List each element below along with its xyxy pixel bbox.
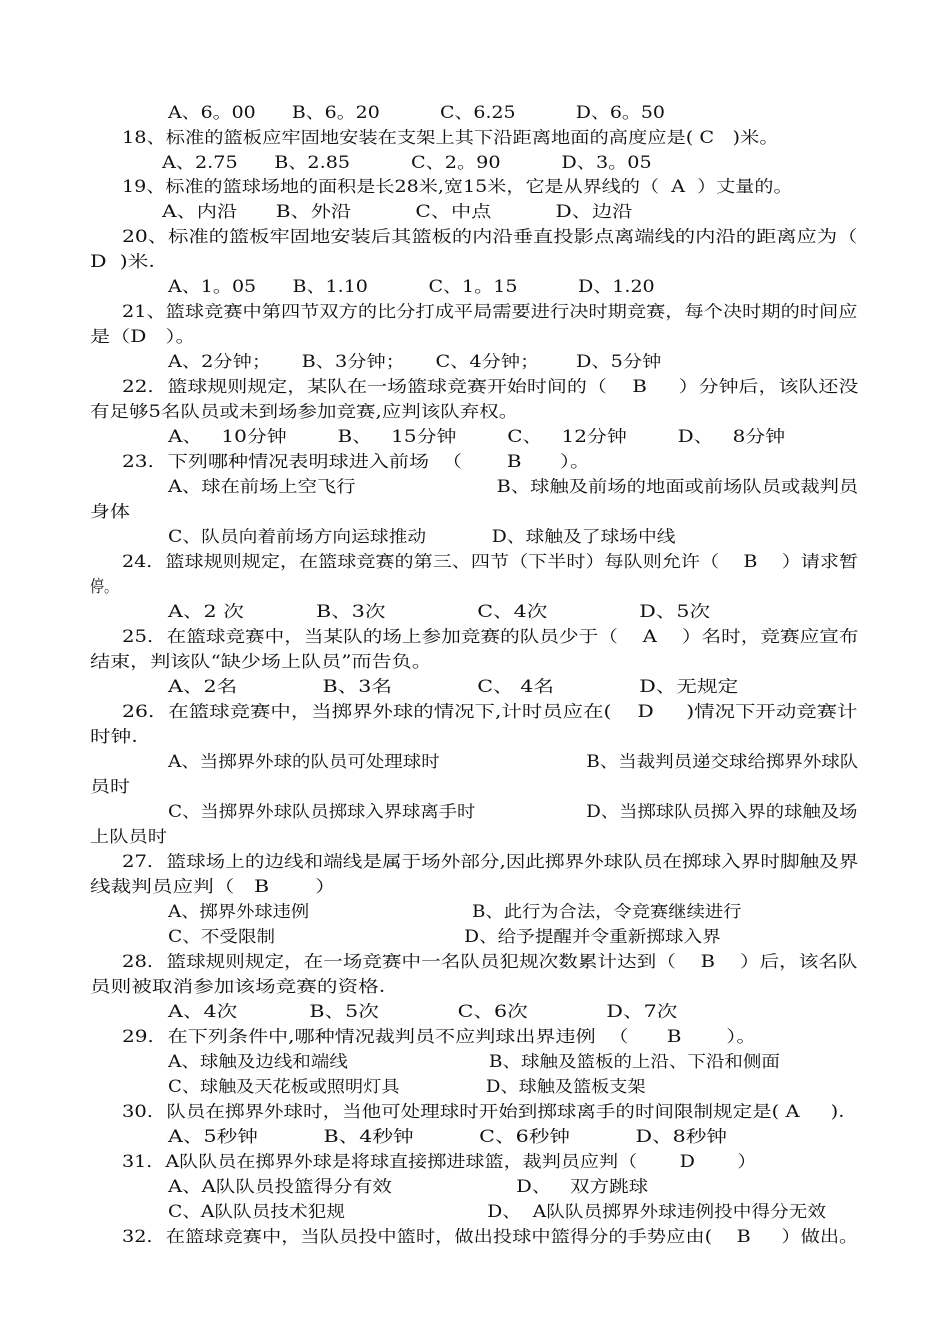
text-line-q20-stem-2: D )米.	[90, 252, 155, 271]
text-line-q23-stem: 23．下列哪种情况表明球进入前场 （ B ）。	[122, 452, 591, 471]
text-line-q24-stem-2: 停。	[90, 577, 119, 596]
text-line-q27-stem-1: 27．篮球场上的边线和端线是属于场外部分,因此掷界外球队员在掷球入界时脚触及界	[122, 852, 859, 871]
text-line-q31-options-1: A、A队队员投篮得分有效 D、 双方跳球	[168, 1177, 649, 1196]
text-line-q19-options: A、内沿 B、外沿 C、中点 D、边沿	[162, 202, 633, 221]
text-line-q21-options: A、2分钟； B、3分钟； C、4分钟； D、5分钟	[168, 352, 662, 371]
text-line-q28-options: A、4次 B、5次 C、6次 D、7次	[168, 1002, 678, 1021]
text-line-q24-stem-1: 24．篮球规则规定，在篮球竞赛的第三、四节（下半时）每队则允许（ B ）请求暂	[122, 552, 859, 571]
text-line-q26-options-2: C、当掷界外球队员掷球入界球离手时 D、当掷球队员掷入界的球触及场	[168, 802, 858, 821]
text-line-q28-stem-1: 28．篮球规则规定，在一场竞赛中一名队员犯规次数累计达到（ B ）后，该名队	[122, 952, 858, 971]
text-line-q27-stem-2: 线裁判员应判（ B ）	[90, 877, 336, 896]
text-line-q18-stem: 18、标准的篮板应牢固地安装在支架上其下沿距离地面的高度应是( C )米。	[122, 128, 779, 147]
text-line-q28-stem-2: 员则被取消参加该场竞赛的资格.	[90, 977, 386, 996]
text-line-q20-stem-1: 20、标准的篮板牢固地安装后其篮板的内沿垂直投影点离端线的内沿的距离应为（	[122, 227, 858, 246]
text-line-q27-options-2: C、不受限制 D、给予提醒并令重新掷球入界	[168, 927, 721, 946]
text-line-q29-options-2: C、球触及天花板或照明灯具 D、球触及篮板支架	[168, 1077, 646, 1096]
text-line-q22-stem-2: 有足够5名队员或未到场参加竞赛,应判该队弃权。	[90, 402, 519, 421]
text-line-q22-options: A、 10分钟 B、 15分钟 C、 12分钟 D、 8分钟	[168, 427, 786, 446]
text-line-q29-stem: 29．在下列条件中,哪种情况裁判员不应判球出界违例 （ B ）。	[122, 1027, 757, 1046]
text-line-q20-options: A、1。05 B、1.10 C、1。15 D、1.20	[168, 277, 655, 296]
text-line-q19-stem: 19、标准的篮球场地的面积是长28米,宽15米，它是从界线的（ A ）丈量的。	[122, 177, 793, 196]
text-line-q24-options: A、2 次 B、3次 C、4次 D、5次	[168, 602, 711, 621]
text-line-q25-stem-2: 结束，判该队“缺少场上队员”而告负。	[90, 652, 432, 671]
text-line-q25-options: A、2名 B、3名 C、 4名 D、无规定	[168, 677, 739, 696]
text-line-q32-stem: 32．在篮球竞赛中，当队员投中篮时，做出投球中篮得分的手势应由( B ）做出。	[122, 1227, 859, 1246]
text-line-q26-stem-1: 26．在篮球竞赛中，当掷界外球的情况下,计时员应在( D )情况下开动竞赛计	[122, 702, 858, 721]
text-line-q17-options: A、6。00 B、6。20 C、6.25 D、6。50	[168, 103, 665, 122]
text-line-q31-stem: 31．A队队员在掷界外球是将球直接掷进球篮，裁判员应判（ D ）	[122, 1152, 757, 1171]
text-line-q26-options-1: A、当掷界外球的队员可处理球时 B、当裁判员递交球给掷界外球队	[168, 752, 859, 771]
text-line-q21-stem-2: 是（D ）。	[90, 327, 196, 346]
text-line-q26-stem-2: 时钟.	[90, 727, 138, 746]
text-line-q30-options: A、5秒钟 B、4秒钟 C、6秒钟 D、8秒钟	[168, 1127, 728, 1146]
text-line-q27-options-1: A、掷界外球违例 B、此行为合法，令竞赛继续进行	[168, 902, 742, 921]
text-line-q21-stem-1: 21、篮球竞赛中第四节双方的比分打成平局需要进行决时期竞赛，每个决时期的时间应	[122, 302, 858, 321]
text-line-q23-options-1: A、球在前场上空飞行 B、球触及前场的地面或前场队员或裁判员	[168, 477, 859, 496]
text-line-q18-options: A、2.75 B、2.85 C、2。90 D、3。05	[162, 153, 652, 172]
text-line-q30-stem: 30．队员在掷界外球时，当他可处理球时开始到掷球离手的时间限制规定是( A ).	[122, 1102, 845, 1121]
text-line-q22-stem-1: 22．篮球规则规定，某队在一场篮球竞赛开始时间的（ B ）分钟后，该队还没	[122, 377, 859, 396]
text-line-q23-options-2: C、队员向着前场方向运球推动 D、球触及了球场中线	[168, 527, 676, 546]
text-line-q26-options-2b: 上队员时	[90, 827, 168, 846]
text-line-q26-options-1b: 员时	[90, 777, 130, 796]
text-line-q25-stem-1: 25．在篮球竞赛中，当某队的场上参加竞赛的队员少于（ A ）名时，竞赛应宣布	[122, 627, 859, 646]
text-line-q23-options-1b: 身体	[90, 502, 130, 521]
text-line-q29-options-1: A、球触及边线和端线 B、球触及篮板的上沿、下沿和侧面	[168, 1052, 780, 1071]
text-line-q31-options-2: C、A队队员技术犯规 D、 A队队员掷界外球违例投中得分无效	[168, 1202, 827, 1221]
